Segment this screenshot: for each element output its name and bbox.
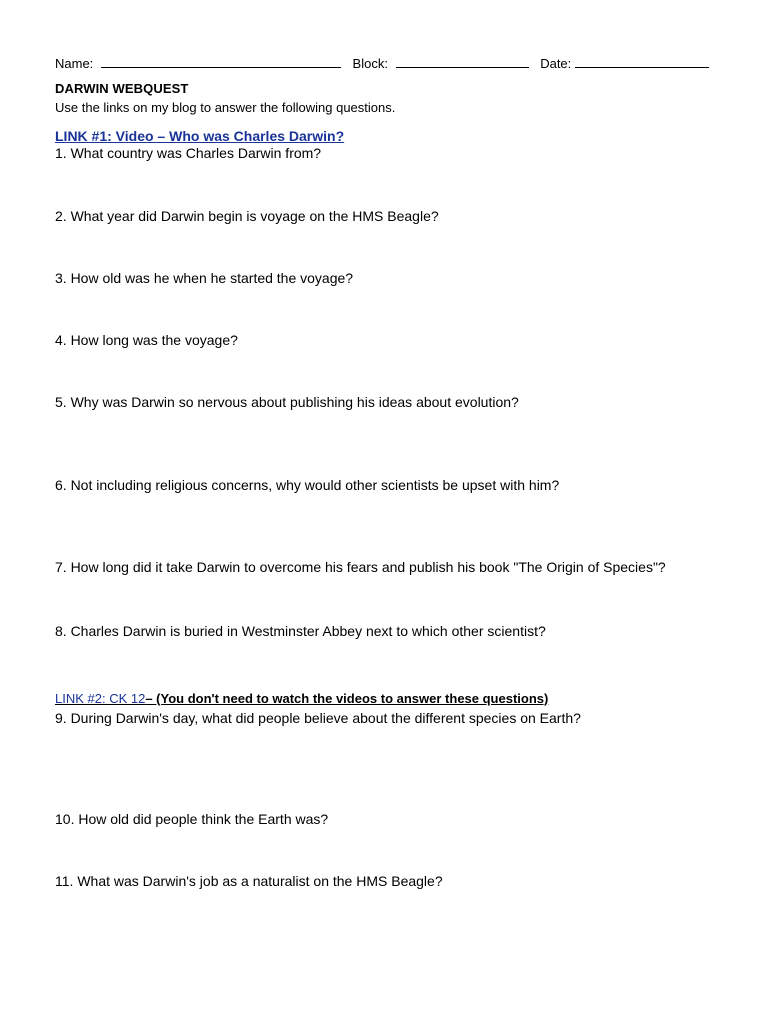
link-2-note: – (You don't need to watch the videos to answer these questions) [145, 691, 549, 706]
question-4: 4. How long was the voyage? [55, 332, 238, 348]
link-2-anchor[interactable]: LINK #2: CK 12 [55, 691, 146, 706]
worksheet-title: DARWIN WEBQUEST [55, 81, 189, 96]
link-1-heading[interactable]: LINK #1: Video – Who was Charles Darwin? [55, 128, 345, 144]
name-blank[interactable] [101, 55, 341, 68]
block-blank[interactable] [396, 55, 529, 68]
question-8: 8. Charles Darwin is buried in Westminster Abbey next to which other scientist? [55, 623, 546, 639]
question-9: 9. During Darwin's day, what did people believe about the different species on Earth? [55, 710, 581, 726]
name-label: Name: [55, 56, 94, 71]
date-label: Date: [540, 56, 572, 71]
question-5: 5. Why was Darwin so nervous about publishing his ideas about evolution? [55, 394, 519, 410]
question-11: 11. What was Darwin's job as a naturalist on the HMS Beagle? [55, 873, 443, 889]
question-10: 10. How old did people think the Earth was? [55, 811, 329, 827]
instructions-text: Use the links on my blog to answer the following questions. [55, 100, 396, 115]
question-7: 7. How long did it take Darwin to overcome his fears and publish his book "The Origin of Species"? [55, 559, 666, 575]
question-1: 1. What country was Charles Darwin from? [55, 145, 322, 161]
question-2: 2. What year did Darwin begin is voyage on the HMS Beagle? [55, 208, 439, 224]
date-blank[interactable] [575, 55, 709, 68]
student-info-line [55, 55, 709, 72]
block-label: Block: [352, 56, 388, 71]
question-6: 6. Not including religious concerns, why would other scientists be upset with him? [55, 477, 560, 493]
link-2-heading [55, 691, 548, 707]
question-3: 3. How old was he when he started the voyage? [55, 270, 354, 286]
